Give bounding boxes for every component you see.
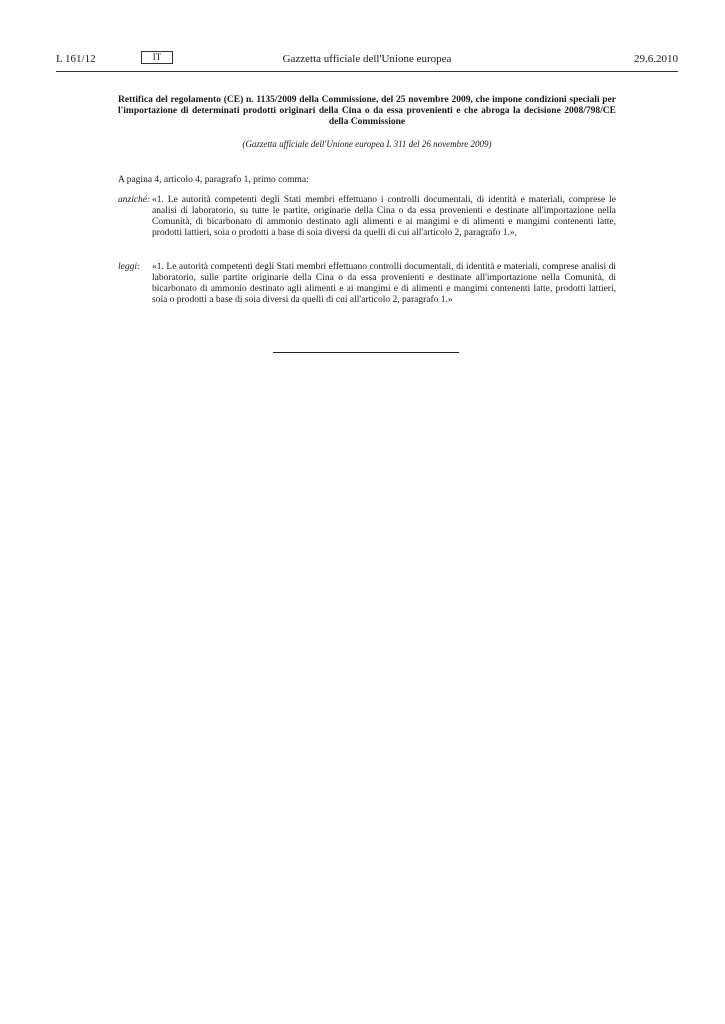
- correction-entry-original: [118, 195, 616, 239]
- document-title: Rettifica del regolamento (CE) n. 1135/2009 della Commissione, del 25 novembre 2009, che impone condizioni speciali per l'importazione di determinati prodotti originari della Cina o da essa provenienti e che abroga la decisione 2008/798/CE della Commissione: [118, 95, 616, 127]
- journal-title: Gazzetta ufficiale dell'Unione europea: [282, 53, 452, 65]
- entry-label-read: leggi:: [118, 262, 141, 272]
- document-reference: (Gazzetta ufficiale dell'Unione europea L 311 del 26 novembre 2009): [242, 139, 492, 149]
- page-reference: L 161/12: [56, 53, 96, 65]
- publication-date: 29.6.2010: [634, 53, 678, 65]
- entry-text-original: «1. Le autorità competenti degli Stati membri effettuano i controlli documentali, di identità e materiali, comprese le analisi di laboratorio, su tutte le partite, originarie della Cina o da essa provenienti e destinate all'importazione nella Comunità, di bicarbonato di ammonio destinato agli alimenti e ai mangimi e di alimenti e mangimi contenenti latte, prodotti lattieri, soia o prodotti a base di soia diversi da quelli di cui all'articolo 2, paragrafo 1.»,: [152, 195, 616, 238]
- entry-text-corrected: «1. Le autorità competenti degli Stati membri effettuano controlli documentali, di identità e materiali, comprese analisi di laboratorio, sulle partite originarie della Cina o da essa provenienti e destinate all'importazione nella Comunità, di bicarbonato di ammonio destinato agli alimenti e ai mangimi e di alimenti e mangimi contenenti latte, prodotti lattieri, soia o prodotti a base di soia diversi da quelli di cui all'articolo 2, paragrafo 1.»: [152, 262, 616, 305]
- end-of-document-rule: [273, 352, 459, 353]
- language-badge: IT: [141, 51, 173, 64]
- correction-intro: A pagina 4, articolo 4, paragrafo 1, primo comma:: [118, 175, 309, 185]
- entry-label-instead: anziché:: [118, 195, 151, 205]
- header-divider: [56, 71, 678, 72]
- page-header: [56, 51, 678, 69]
- correction-entry-corrected: [118, 262, 616, 306]
